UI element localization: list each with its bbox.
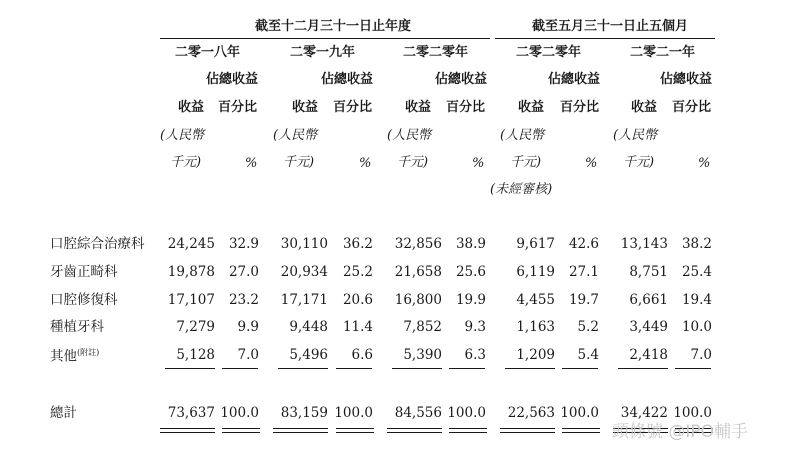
group-header-five-months: 截至五月三十一日止五個月: [531, 19, 688, 34]
table-cell: 1,163: [516, 319, 555, 335]
unit-thousand-2019: 千元): [283, 155, 315, 170]
table-cell: 5.2: [577, 319, 599, 335]
table-cell: 19.7: [568, 292, 599, 308]
unaudited-note: (未經審核): [490, 182, 553, 197]
subtotal-line: [222, 368, 258, 369]
table-cell: 73,637: [167, 405, 215, 421]
table-cell: 34,422: [620, 405, 668, 421]
unit-rmb-2018: (人民幣: [160, 128, 205, 143]
table-cell: 100.0: [220, 405, 259, 421]
total-double-line: [222, 428, 260, 433]
subtotal-line: [165, 368, 215, 369]
pct-unit-2021-five: %: [698, 156, 711, 171]
row-label: 種植牙科: [50, 319, 104, 335]
table-cell: 19,878: [167, 264, 215, 280]
table-cell: 6.3: [464, 347, 486, 363]
table-cell: 6,119: [516, 264, 555, 280]
row-label-others: [50, 349, 99, 364]
table-cell: 32.9: [228, 236, 259, 252]
table-cell: 100.0: [560, 405, 599, 421]
revenue-label-2019: 收益: [292, 100, 319, 115]
pct-label-2020-five: 百分比: [560, 100, 600, 115]
period-2019: 二零一九年: [290, 45, 356, 60]
group-underline-year-end: [160, 38, 490, 39]
table-cell: 38.9: [455, 236, 486, 252]
table-cell: 27.0: [228, 264, 259, 280]
table-cell: 6,661: [629, 292, 668, 308]
pct-label-2019: 百分比: [333, 100, 373, 115]
subtotal-line: [562, 368, 598, 369]
table-cell: 17,107: [167, 292, 215, 308]
total-double-line: [160, 428, 215, 433]
table-cell: 19.4: [681, 292, 712, 308]
table-cell: 42.6: [568, 236, 599, 252]
table-cell: 4,455: [516, 292, 555, 308]
pct-unit-2019: %: [359, 156, 372, 171]
subtotal-line: [278, 368, 328, 369]
row-label: 牙齒正畸科: [50, 264, 118, 280]
table-cell: 5,390: [403, 347, 442, 363]
period-2020: 二零二零年: [403, 45, 469, 60]
table-cell: 7,279: [176, 319, 215, 335]
table-cell: 8,751: [629, 264, 668, 280]
table-cell: 7,852: [403, 319, 442, 335]
table-cell: 20.6: [342, 292, 373, 308]
group-underline-five-months: [495, 38, 715, 39]
subtotal-line: [618, 368, 668, 369]
table-cell: 9.9: [237, 319, 259, 335]
table-cell: 7.0: [690, 347, 712, 363]
table-cell: 19.9: [455, 292, 486, 308]
pct-header-2020-five: 佔總收益: [548, 72, 601, 87]
table-cell: 100.0: [334, 405, 373, 421]
unit-thousand-2021-five: 千元): [623, 155, 655, 170]
pct-unit-2018: %: [245, 156, 258, 171]
table-cell: 16,800: [394, 292, 442, 308]
total-double-line: [336, 428, 374, 433]
table-cell: 20,934: [280, 264, 328, 280]
table-cell: 84,556: [394, 405, 442, 421]
unit-thousand-2020: 千元): [397, 155, 429, 170]
row-note: (附註): [77, 348, 100, 357]
row-label-text: 其他: [50, 348, 77, 365]
total-double-line: [562, 428, 600, 433]
table-cell: 100.0: [673, 405, 712, 421]
table-cell: 9.3: [464, 319, 486, 335]
period-2018: 二零一八年: [175, 45, 241, 60]
table-cell: 32,856: [394, 236, 442, 252]
pct-label-2020: 百分比: [446, 100, 486, 115]
table-cell: 25.6: [455, 264, 486, 280]
total-double-line: [449, 428, 487, 433]
unit-thousand-2020-five: 千元): [510, 155, 542, 170]
pct-label-2018: 百分比: [218, 100, 258, 115]
table-cell: 36.2: [342, 236, 373, 252]
table-cell: 11.4: [342, 319, 373, 335]
revenue-label-2020: 收益: [405, 100, 432, 115]
row-label: 口腔綜合治療科: [50, 236, 145, 252]
table-cell: 30,110: [280, 236, 328, 252]
table-cell: 9,617: [516, 236, 555, 252]
pct-header-2020: 佔總收益: [435, 72, 488, 87]
table-cell: 83,159: [280, 405, 328, 421]
table-cell: 6.6: [351, 347, 373, 363]
subtotal-line: [449, 368, 485, 369]
table-cell: 13,143: [620, 236, 668, 252]
table-cell: 5,496: [289, 347, 328, 363]
table-cell: 5.4: [577, 347, 599, 363]
pct-header-2021-five: 佔總收益: [660, 72, 713, 87]
pct-label-2021-five: 百分比: [672, 100, 712, 115]
revenue-label-2020-five: 收益: [518, 100, 545, 115]
subtotal-line: [675, 368, 711, 369]
table-cell: 7.0: [237, 347, 259, 363]
table-cell: 1,209: [516, 347, 555, 363]
pct-unit-2020: %: [472, 156, 485, 171]
table-cell: 23.2: [228, 292, 259, 308]
unit-rmb-2019: (人民幣: [273, 128, 318, 143]
table-cell: 24,245: [167, 236, 215, 252]
pct-unit-2020-five: %: [585, 156, 598, 171]
unit-rmb-2021-five: (人民幣: [613, 128, 658, 143]
subtotal-line: [392, 368, 442, 369]
unit-thousand-2018: 千元): [170, 155, 202, 170]
revenue-label-2021-five: 收益: [631, 100, 658, 115]
total-label: 總計: [50, 405, 77, 421]
table-cell: 9,448: [289, 319, 328, 335]
pct-header-2018: 佔總收益: [206, 72, 259, 87]
table-cell: 21,658: [394, 264, 442, 280]
unit-rmb-2020-five: (人民幣: [500, 128, 545, 143]
revenue-label-2018: 收益: [178, 100, 205, 115]
unit-rmb-2020: (人民幣: [387, 128, 432, 143]
period-2020-five-months: 二零二零年: [516, 45, 582, 60]
group-header-year-end: 截至十二月三十一日止年度: [254, 19, 411, 34]
table-cell: 2,418: [629, 347, 668, 363]
total-double-line: [387, 428, 442, 433]
table-cell: 100.0: [447, 405, 486, 421]
total-double-line: [273, 428, 328, 433]
table-cell: 38.2: [681, 236, 712, 252]
table-cell: 3,449: [629, 319, 668, 335]
table-cell: 5,128: [176, 347, 215, 363]
total-double-line: [500, 428, 555, 433]
watermark: 頭條號 @IPO輔手: [612, 422, 749, 442]
period-2021-five-months: 二零二一年: [630, 45, 696, 60]
table-cell: 25.4: [681, 264, 712, 280]
subtotal-line: [505, 368, 555, 369]
row-label: 口腔修復科: [50, 292, 118, 308]
pct-header-2019: 佔總收益: [321, 72, 374, 87]
table-cell: 17,171: [280, 292, 328, 308]
table-cell: 22,563: [507, 405, 555, 421]
table-cell: 10.0: [681, 319, 712, 335]
subtotal-line: [336, 368, 372, 369]
table-cell: 27.1: [568, 264, 599, 280]
table-cell: 25.2: [342, 264, 373, 280]
